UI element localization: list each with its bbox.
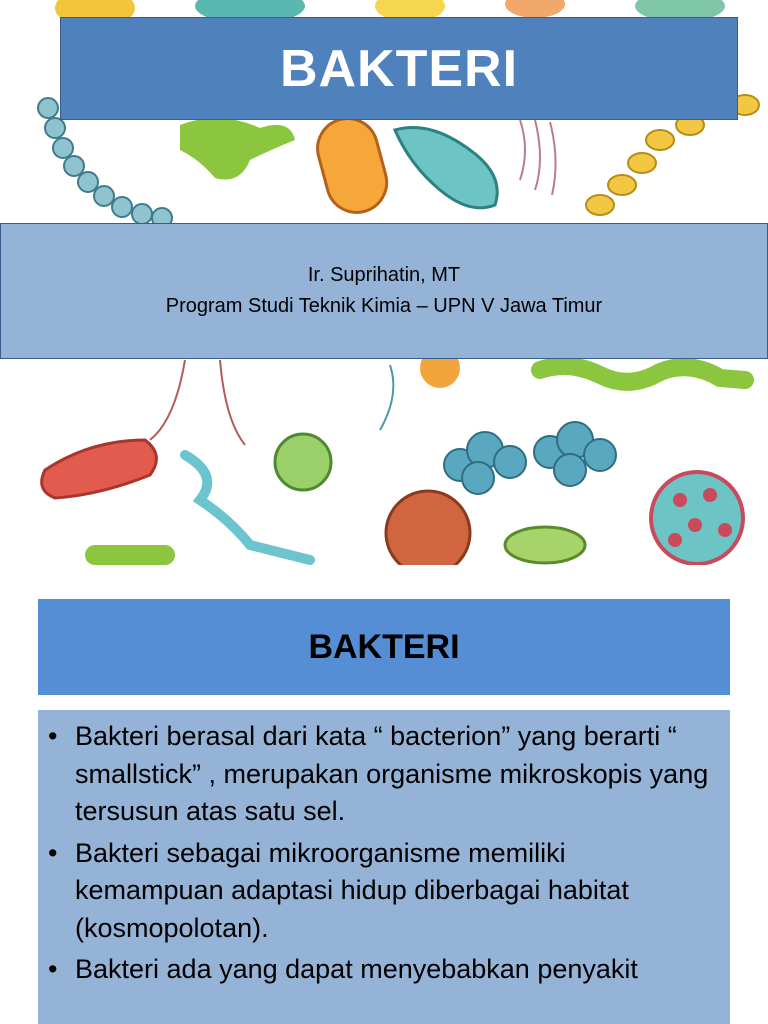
bacterium-green-bottom (85, 545, 175, 565)
flagellum-blue (380, 365, 393, 430)
bullet-text: Bakteri ada yang dapat menyebabkan penyakit (75, 954, 638, 984)
bullet-list (48, 718, 720, 989)
virus-round (651, 472, 743, 564)
bullet-item (48, 718, 720, 831)
bullet-text: Bakteri sebagai mikroorganisme memiliki kemampuan adaptasi hidup diberbagai habitat (kosmopolotan). (75, 837, 629, 943)
bullet-text: Bakteri berasal dari kata “ bacterion” yang berarti “ smallstick” , merupakan organisme mikroskopis yang tersusun atas satu sel. (75, 721, 709, 826)
flagellum-red2 (220, 360, 245, 445)
author-banner (0, 223, 768, 359)
bacterium-lime (505, 527, 585, 563)
bullet-item (48, 835, 720, 948)
author-name: Ir. Suprihatin, MT (307, 264, 461, 286)
coccus-green (275, 434, 331, 490)
spirochete-green (540, 366, 745, 382)
bacterium-top-orange (505, 0, 565, 18)
slide-heading: BAKTERI (308, 627, 460, 666)
title-banner (60, 17, 738, 120)
bacterium-orange-rod (311, 112, 394, 219)
bacterium-green-blob (180, 118, 295, 179)
bacterium-teal-club (395, 128, 497, 208)
bullet-marker: • (48, 837, 58, 868)
slide-title: BAKTERI (279, 39, 519, 98)
bullet-marker: • (48, 721, 58, 751)
heading-banner (38, 599, 730, 695)
bullet-marker: • (48, 954, 58, 984)
bacterium-red-rod (42, 440, 157, 498)
flagella (520, 120, 556, 195)
content-slide (0, 565, 768, 1024)
bullet-box (38, 710, 730, 1024)
flagellum-red (150, 360, 185, 440)
cluster-brown (386, 491, 470, 565)
bullet-item (48, 951, 720, 989)
author-affiliation: Program Studi Teknik Kimia – UPN V Jawa Timur (165, 295, 603, 317)
staphylococcus-blue (444, 422, 616, 494)
